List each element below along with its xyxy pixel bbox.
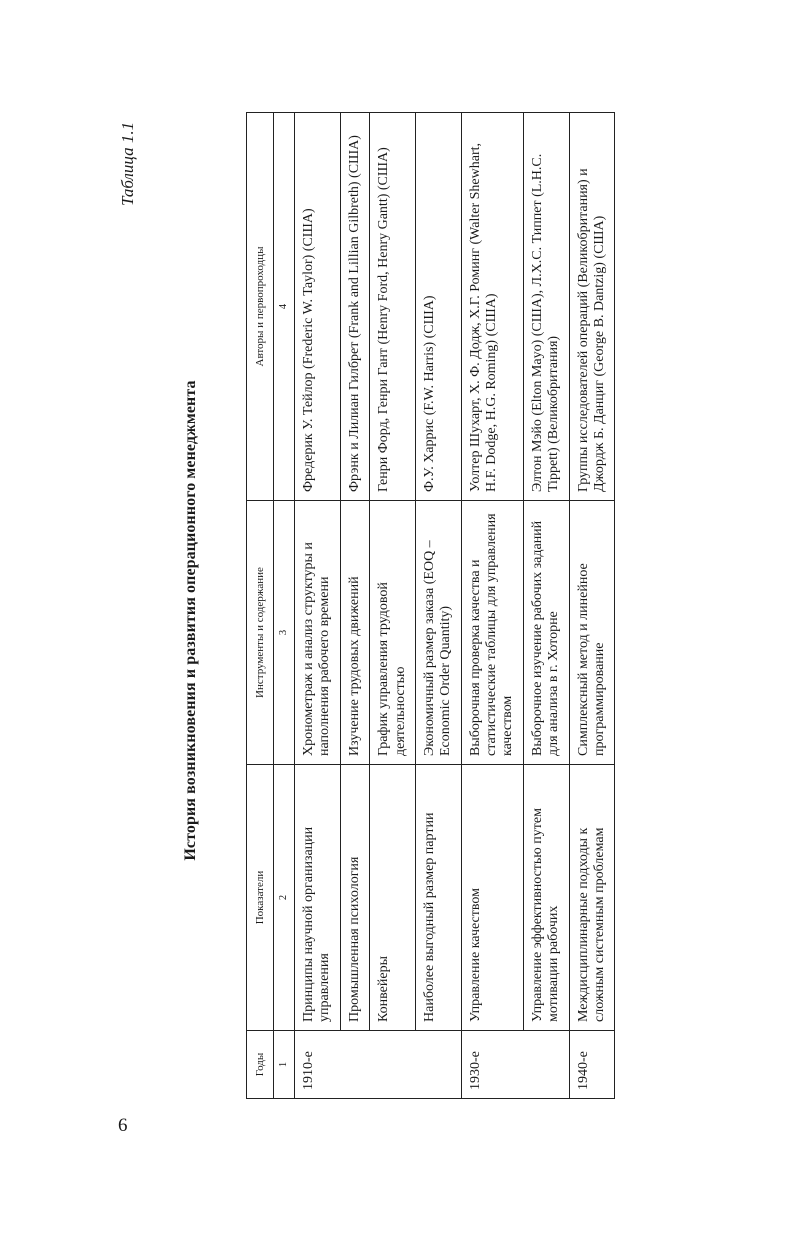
authors-cell: Уолтер Шухарт, Х. Ф. Додж, Х.Г. Роминг (Walter Shewhart, H.F. Dodge, H.G. Roming) (США) <box>461 113 523 501</box>
page-number: 6 <box>118 1115 128 1136</box>
table-row <box>461 113 523 1099</box>
indicator-cell: Наиболее выгодный размер партии <box>415 765 461 1031</box>
column-number: 2 <box>274 765 295 1031</box>
table-row <box>295 113 341 1099</box>
authors-cell: Генри Форд, Генри Гант (Henry Ford, Henry Gantt) (США) <box>370 113 416 501</box>
year-cell: 1930-е <box>461 1031 569 1099</box>
table-row <box>370 113 416 1099</box>
tools-cell: Симплексный метод и линейное программирование <box>569 501 615 765</box>
table-row <box>415 113 461 1099</box>
indicator-cell: Принципы научной организации управления <box>295 765 341 1031</box>
column-number: 1 <box>274 1031 295 1099</box>
authors-cell: Элтон Мэйо (Elton Mayo) (США), Л.Х.С. Типпет (L.H.C. Tippett) (Великобритания) <box>523 113 569 501</box>
table-row <box>340 113 369 1099</box>
table-title: История возникновения и развития операционного менеджмента <box>182 380 199 861</box>
tools-cell: Выборочная проверка качества и статистические таблицы для управления качеством <box>461 501 523 765</box>
authors-cell: Фредерик У. Тейлор (Frederic W. Taylor) (США) <box>295 113 341 501</box>
indicator-cell: Междисциплинарные подходы к сложным системным проблемам <box>569 765 615 1031</box>
header-authors: Авторы и первопроходцы <box>247 113 274 501</box>
column-number-row <box>274 113 295 1099</box>
indicator-cell: Промышленная психология <box>340 765 369 1031</box>
column-number: 4 <box>274 113 295 501</box>
indicator-cell: Управление качеством <box>461 765 523 1031</box>
tools-cell: График управления трудовой деятельностью <box>370 501 416 765</box>
authors-cell: Группы исследователей операций (Великобритания) и Джордж Б. Данциг (George B. Dantzig) (США) <box>569 113 615 501</box>
history-table <box>246 112 615 1099</box>
year-cell: 1910-е <box>295 1031 462 1099</box>
table-row <box>523 113 569 1099</box>
authors-cell: Ф.У. Харрис (F.W. Harris) (США) <box>415 113 461 501</box>
tools-cell: Хронометраж и анализ структуры и наполнения рабочего времени <box>295 501 341 765</box>
header-row <box>247 113 274 1099</box>
table-row <box>569 113 615 1099</box>
table-label: Таблица 1.1 <box>118 121 137 206</box>
tools-cell: Экономичный размер заказа (EOQ – Economic Order Quantity) <box>415 501 461 765</box>
indicator-cell: Управление эффективностью путем мотивации рабочих <box>523 765 569 1031</box>
header-years: Годы <box>247 1031 274 1099</box>
year-cell: 1940-е <box>569 1031 615 1099</box>
tools-cell: Выборочное изучение рабочих заданий для анализа в г. Хоторне <box>523 501 569 765</box>
indicator-cell: Конвейеры <box>370 765 416 1031</box>
header-indicators: Показатели <box>247 765 274 1031</box>
authors-cell: Фрэнк и Лилиан Гилбрет (Frank and Lillian Gilbreth) (США) <box>340 113 369 501</box>
column-number: 3 <box>274 501 295 765</box>
header-tools: Инструменты и содержание <box>247 501 274 765</box>
tools-cell: Изучение трудовых движений <box>340 501 369 765</box>
